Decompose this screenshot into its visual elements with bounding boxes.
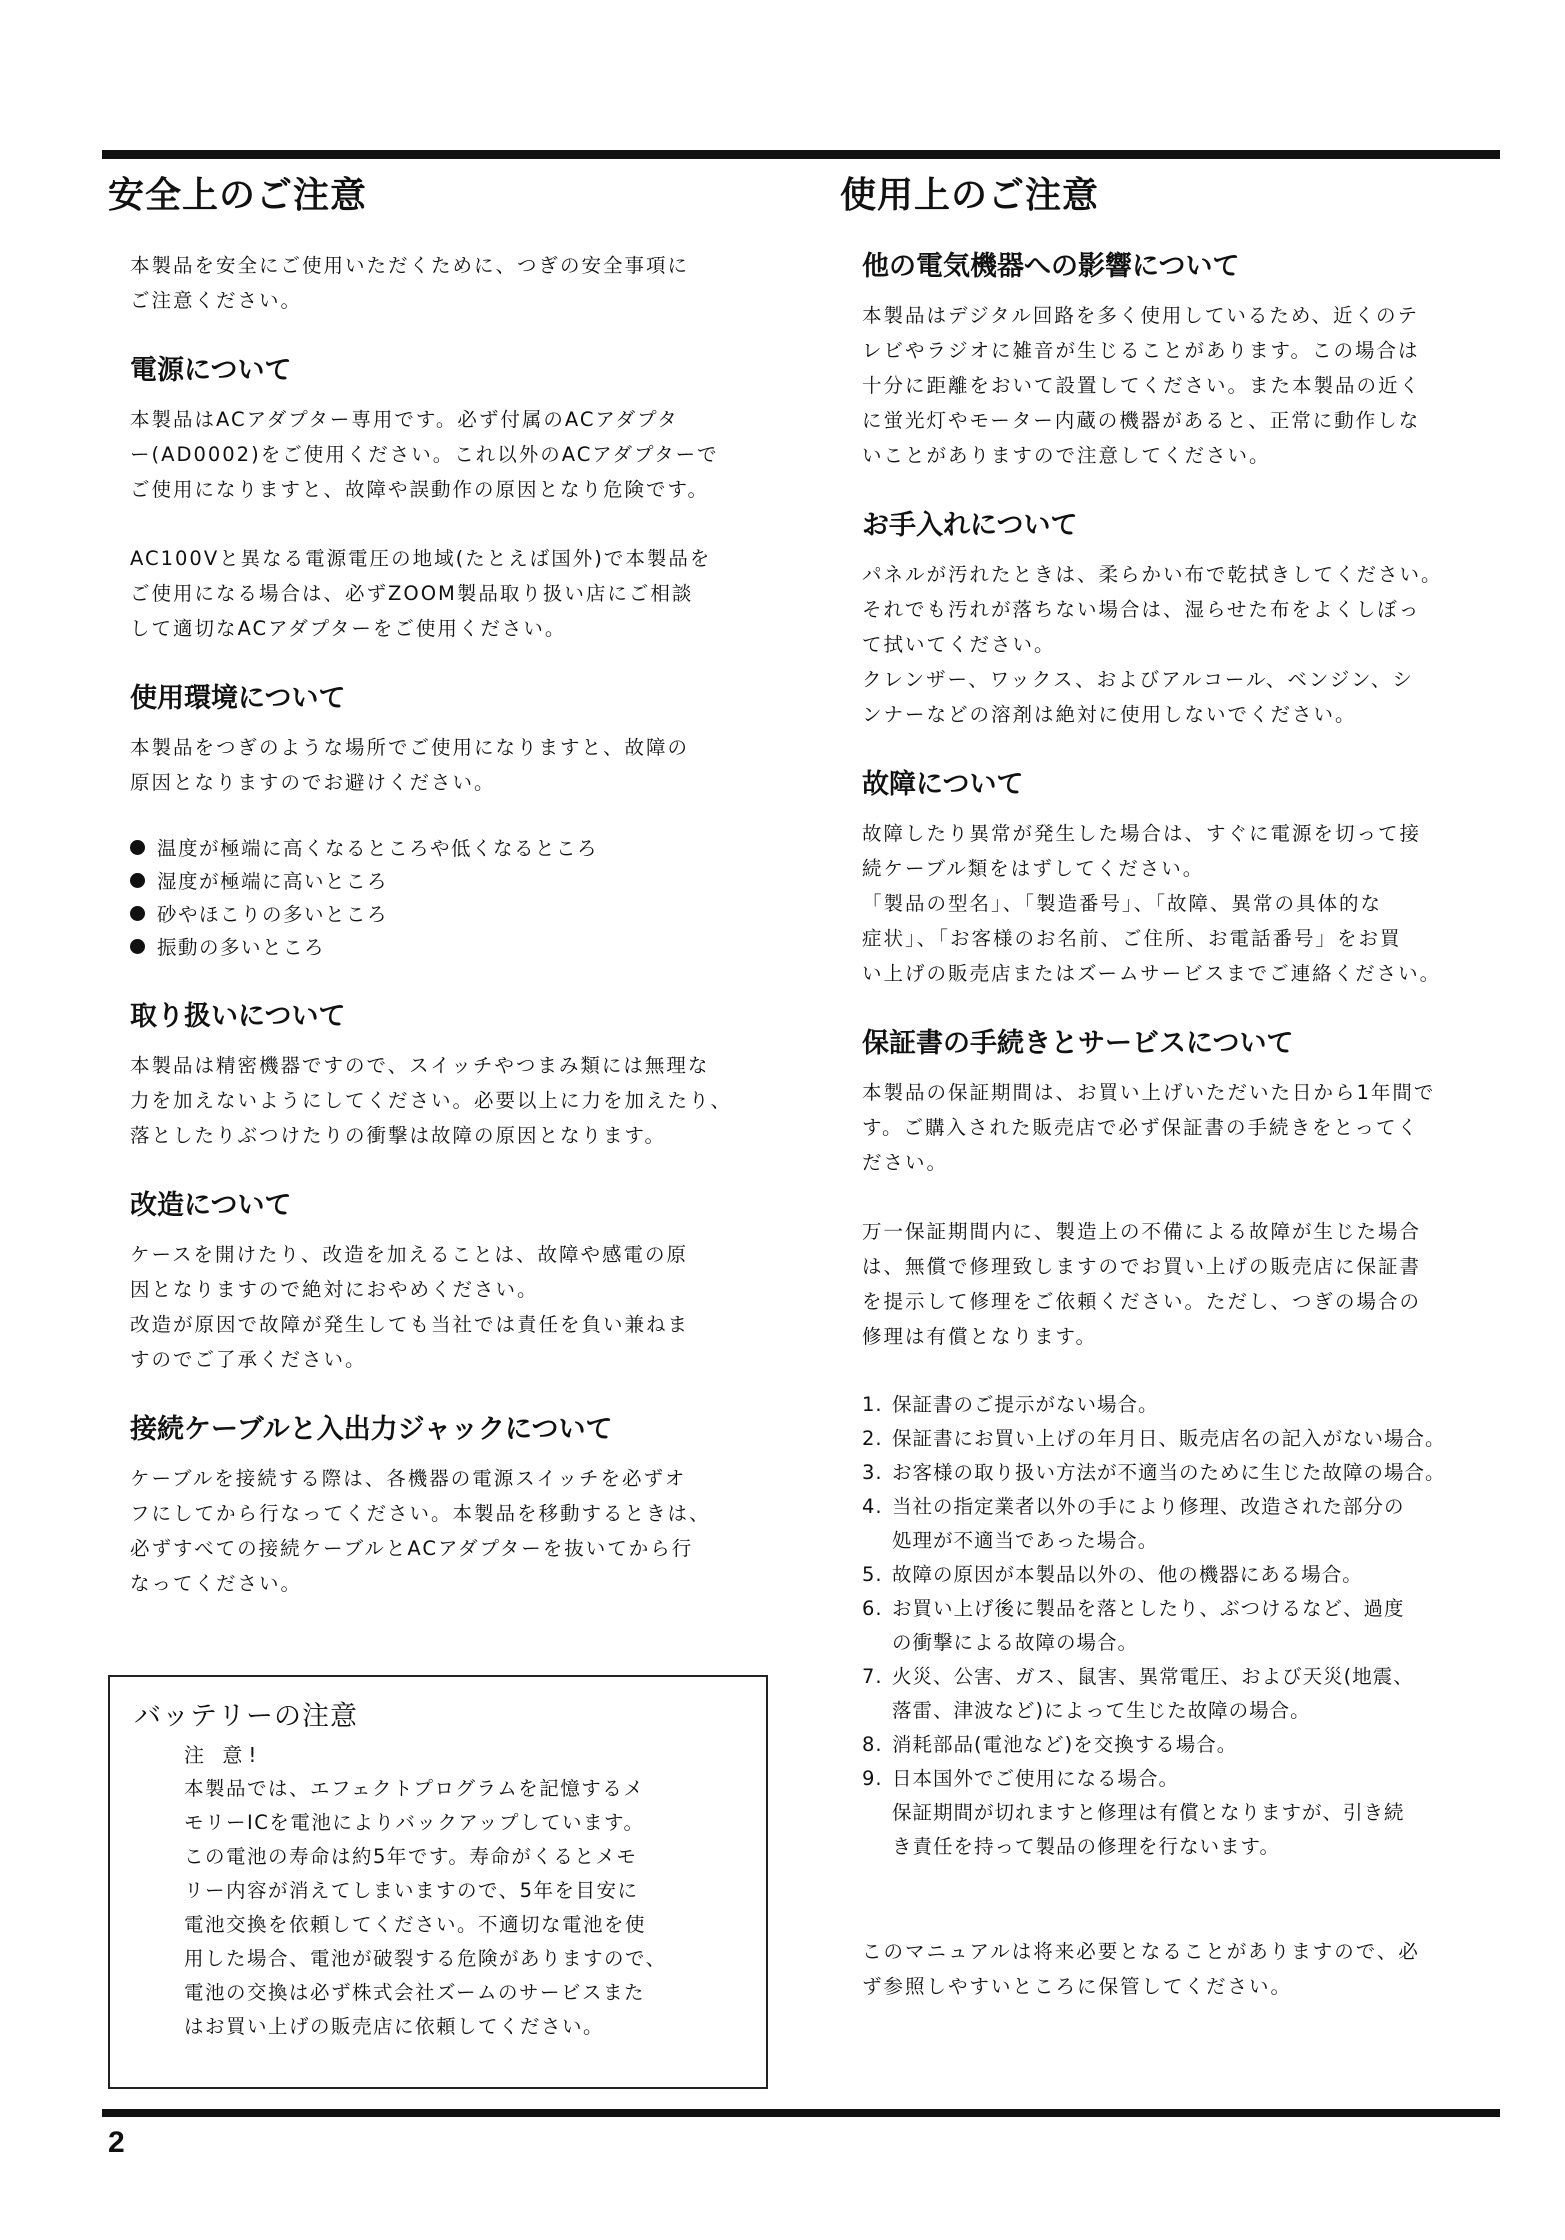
list-item: 砂やほこりの多いところ (130, 898, 780, 931)
bullet-icon (130, 873, 145, 888)
malfunction-heading: 故障について (862, 769, 1024, 800)
battery-title: バッテリーの注意 (134, 1701, 358, 1732)
list-item: 3. お客様の取り扱い方法が不適当のために生じた故障の場合。 (862, 1461, 1446, 1484)
handling-para: 本製品は精密機器ですので、スイッチやつまみ類には無理な 力を加えないようにしてください。必要以上に力を加えたり、 落としたりぶつけたりの衝撃は故障の原因となります。 (130, 1054, 733, 1147)
list-item: 1. 保証書のご提示がない場合。 (862, 1393, 1159, 1416)
usage-sections (862, 248, 1500, 2004)
manual-storage-note: このマニュアルは将来必要となることがありますので、必 ず参照しやすいところに保管してください。 (862, 1940, 1420, 1998)
list-item: 5. 故障の原因が本製品以外の、他の機器にある場合。 (862, 1563, 1363, 1586)
handling-heading: 取り扱いについて (130, 1001, 346, 1032)
left-column (108, 172, 780, 1601)
bullet-icon (130, 939, 145, 954)
spacer (862, 1354, 1500, 1388)
usage-title: 使用上のご注意 (840, 175, 1100, 216)
right-column (840, 172, 1500, 2004)
list-item: 6. お買い上げ後に製品を落としたり、ぶつけるなど、過度 の衝撃による故障の場合。 (862, 1597, 1405, 1654)
spacer (862, 473, 1500, 507)
safety-title: 安全上のご注意 (108, 175, 368, 216)
list-item: 9. 日本国外でご使用になる場合。 保証期間が切れますと修理は有償となりますが、引き続 き責任を持って製品の修理を行ないます。 (862, 1767, 1405, 1858)
modification-para: ケースを開けたり、改造を加えることは、故障や感電の原 因となりますので絶対におやめください。 改造が原因で故障が発生しても当社では責任を負い兼ねま すのでご了承ください。 (130, 1243, 690, 1371)
list-item: 4. 当社の指定業者以外の手により修理、改造された部分の 処理が不適当であった場合。 (862, 1495, 1405, 1552)
power-para-1: 本製品はACアダプター専用です。必ず付属のACアダプタ ー(AD0002)をご使用ください。これ以外のACアダプターで ご使用になりますと、故障や誤動作の原因となり危険です。 (130, 408, 719, 501)
list-item: 振動の多いところ (130, 931, 780, 964)
spacer (130, 800, 780, 832)
bullet-icon (130, 906, 145, 921)
spacer (130, 1153, 780, 1187)
spacer (130, 318, 780, 352)
spacer (130, 507, 780, 541)
environment-heading: 使用環境について (130, 683, 346, 714)
safety-intro: 本製品を安全にご使用いただくために、つぎの安全事項に ご注意ください。 (130, 254, 690, 312)
spacer (130, 646, 780, 680)
battery-caution-label: 注 意! (184, 1743, 263, 1767)
malfunction-para: 故障したり異常が発生した場合は、すぐに電源を切って接 続ケーブル類をはずしてください。 「製品の型名」、「製造番号」、「故障、異常の具体的な 症状」、「お客様のお名前、ご住所、お電話番号」をお買 い上げの販売店またはズームサービスまでご連絡ください。 (862, 822, 1442, 985)
interference-heading: 他の電気機器への影響について (862, 251, 1240, 282)
top-rule (102, 150, 1500, 159)
warranty-heading: 保証書の手続きとサービスについて (862, 1028, 1294, 1059)
spacer (130, 1377, 780, 1411)
interference-para: 本製品はデジタル回路を多く使用しているため、近くのテ レビやラジオに雑音が生じることがあります。この場合は 十分に距離をおいて設置してください。また本製品の近く に蛍光灯やモーター内蔵の機器があると、正常に動作しな いことがありますので注意してください。 (862, 304, 1422, 467)
spacer (130, 964, 780, 998)
environment-bullet-list (130, 832, 780, 964)
power-heading: 電源について (130, 355, 292, 386)
bottom-rule (102, 2109, 1500, 2117)
spacer (862, 991, 1500, 1025)
warranty-para-1: 本製品の保証期間は、お買い上げいただいた日から1年間で す。ご購入された販売店で必ず保証書の手続きをとってく ださい。 (862, 1081, 1436, 1174)
list-item: 湿度が極端に高いところ (130, 865, 780, 898)
list-item: 2. 保証書にお買い上げの年月日、販売店名の記入がない場合。 (862, 1427, 1446, 1450)
warranty-para-2: 万一保証期間内に、製造上の不備による故障が生じた場合 は、無償で修理致しますのでお買い上げの販売店に保証書 を提示して修理をご依頼ください。ただし、つぎの場合の 修理は有償となります。 (862, 1220, 1422, 1348)
page-number: 2 (108, 2126, 125, 2159)
spacer (862, 732, 1500, 766)
cables-para: ケーブルを接続する際は、各機器の電源スイッチを必ずオ フにしてから行なってください。本製品を移動するときは、 必ずすべての接続ケーブルとACアダプターを抜いてから行 なってください。 (130, 1467, 711, 1595)
care-para: パネルが汚れたときは、柔らかい布で乾拭きしてください。 それでも汚れが落ちない場合は、湿らせた布をよくしぼっ て拭いてください。 クレンザー、ワックス、およびアルコール、ベンジン、シ ンナーなどの溶剤は絶対に使用しないでください。 (862, 563, 1443, 726)
safety-intro-section (130, 248, 780, 1601)
warranty-exclusion-list (862, 1388, 1500, 1864)
bullet-icon (130, 840, 145, 855)
environment-para: 本製品をつぎのような場所でご使用になりますと、故障の 原因となりますのでお避けください。 (130, 736, 690, 794)
spacer (862, 1180, 1500, 1214)
spacer (862, 1864, 1500, 1934)
battery-text: 本製品では、エフェクトプログラムを記憶するメ モリーICを電池によりバックアップしています。 この電池の寿命は約5年です。寿命がくるとメモ リー内容が消えてしまいますので、5年を目安に 電池交換を依頼してください。不適切な電池を使 用した場合、電池が破裂する危険がありますので、 電池の交換は必ず株式会社ズームのサービスまた はお買い上げの販売店に依頼してください。 (184, 1777, 667, 2038)
power-para-2: AC100Vと異なる電源電圧の地域(たとえば国外)で本製品を ご使用になる場合は、必ずZOOM製品取り扱い店にご相談 して適切なACアダプターをご使用ください。 (130, 547, 712, 640)
battery-notice-box (108, 1675, 768, 2089)
list-item: 温度が極端に高くなるところや低くなるところ (130, 832, 780, 865)
modification-heading: 改造について (130, 1190, 292, 1221)
list-item: 8. 消耗部品(電池など)を交換する場合。 (862, 1733, 1238, 1756)
cables-heading: 接続ケーブルと入出力ジャックについて (130, 1414, 613, 1445)
list-item: 7. 火災、公害、ガス、鼠害、異常電圧、および天災(地震、 落雷、津波など)によって生じた故障の場合。 (862, 1665, 1414, 1722)
care-heading: お手入れについて (862, 510, 1078, 541)
